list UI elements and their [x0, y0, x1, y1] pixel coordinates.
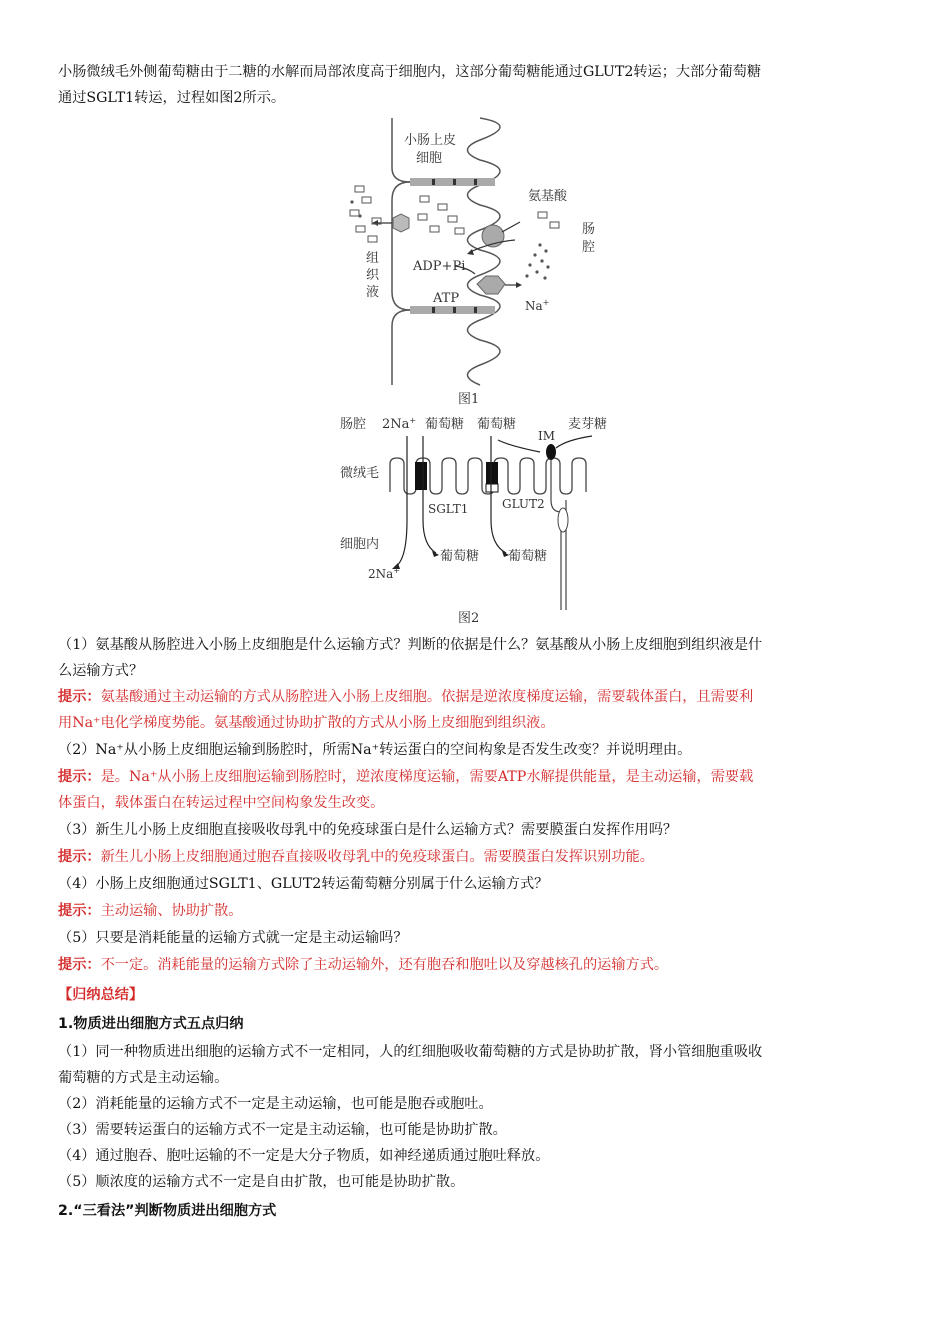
summary-item: （1）同一种物质进出细胞的运输方式不一定相同，人的红细胞吸收葡萄糖的方式是协助扩散，肾小管细胞重吸收: [58, 1044, 763, 1060]
section-2-heading: 2.“三看法”判断物质进出细胞方式: [58, 1203, 277, 1219]
summary-heading: 【归纳总结】: [58, 987, 144, 1003]
question-2: （2）Na⁺从小肠上皮细胞运输到肠腔时，所需Na⁺转运蛋白的空间构象是否发生改变？并说明理由。: [58, 742, 692, 758]
answer-2: 提示：是。Na⁺从小肠上皮细胞运输到肠腔时，逆浓度梯度运输，需要ATP水解提供能量，是主动运输，需要载: [58, 769, 754, 785]
answer-2-cont: 体蛋白，载体蛋白在转运过程中空间构象发生改变。: [58, 795, 385, 811]
intro-line-2: 通过SGLT1转运，过程如图2所示。: [58, 90, 286, 106]
summary-item: （2）消耗能量的运输方式不一定是主动运输，也可能是胞吞或胞吐。: [58, 1096, 493, 1112]
summary-item: （3）需要转运蛋白的运输方式不一定是主动运输，也可能是协助扩散。: [58, 1122, 507, 1138]
glucose-label-3: 葡萄糖: [440, 549, 480, 564]
glucose-label-2: 葡萄糖: [477, 417, 517, 432]
glut2-label: GLUT2: [502, 497, 545, 511]
tissue-label-1: 组: [366, 251, 380, 266]
lumen-label-1: 肠: [582, 222, 596, 237]
glucose-label-4: 葡萄糖: [508, 549, 548, 564]
answer-5: 提示：不一定。消耗能量的运输方式除了主动运输外，还有胞吞和胞吐以及穿越核孔的运输方式。: [58, 957, 669, 973]
na2-inside-label: 2Na+: [368, 566, 400, 581]
maltose-label: 麦芽糖: [568, 417, 608, 432]
glucose-label-1: 葡萄糖: [425, 417, 465, 432]
question-1: （1）氨基酸从肠腔进入小肠上皮细胞是什么运输方式？判断的依据是什么？氨基酸从小肠上皮细胞到组织液是什: [58, 637, 763, 653]
answer-4: 提示：主动运输、协助扩散。: [58, 903, 243, 919]
glut2-transporter: [486, 462, 498, 484]
section-1-heading: 1.物质进出细胞方式五点归纳: [58, 1016, 244, 1032]
enzyme-stalk: [551, 460, 566, 610]
figure-2-caption: 图2: [458, 611, 480, 626]
tissue-label-2: 织: [366, 268, 380, 283]
im-enzyme: [546, 444, 556, 460]
question-5: （5）只要是消耗能量的运输方式就一定是主动运输吗？: [58, 930, 408, 946]
microvilli-label: 微绒毛: [340, 466, 380, 481]
answer-1-cont: 用Na⁺电化学梯度势能。氨基酸通过协助扩散的方式从小肠上皮细胞到组织液。: [58, 715, 555, 731]
sglt1-transporter: [415, 462, 427, 490]
na2-label: 2Na+: [382, 416, 417, 432]
tissue-label-3: 液: [366, 285, 380, 300]
summary-item: 葡萄糖的方式是主动运输。: [58, 1070, 229, 1086]
glut2-lower: [486, 484, 498, 492]
cell-label-1: 小肠上皮: [404, 133, 457, 148]
amino-acid-label: 氨基酸: [528, 189, 568, 204]
im-label: IM: [538, 429, 556, 443]
answer-3: 提示：新生儿小肠上皮细胞通过胞吞直接吸收母乳中的免疫球蛋白。需要膜蛋白发挥识别功能。: [58, 849, 654, 865]
summary-item: （4）通过胞吞、胞吐运输的不一定是大分子物质，如神经递质通过胞吐释放。: [58, 1148, 550, 1164]
question-4: （4）小肠上皮细胞通过SGLT1、GLUT2转运葡萄糖分别属于什么运输方式？: [58, 876, 549, 892]
sodium-label: Na+: [525, 298, 550, 313]
question-3: （3）新生儿小肠上皮细胞直接吸收母乳中的免疫球蛋白是什么运输方式？需要膜蛋白发挥作用吗？: [58, 822, 678, 838]
adp-label: ADP+Pi: [413, 259, 466, 274]
figure-1-caption: 图1: [458, 392, 480, 407]
figure-2-diagram: [0, 0, 950, 640]
lumen-label-2: 腔: [582, 240, 596, 255]
lumen-label: 肠腔: [340, 417, 367, 432]
sglt1-label: SGLT1: [428, 502, 469, 516]
summary-item: （5）顺浓度的运输方式不一定是自由扩散，也可能是协助扩散。: [58, 1174, 465, 1190]
inside-label: 细胞内: [340, 537, 380, 552]
fig2-arrows: [395, 436, 592, 567]
question-1-cont: 么运输方式？: [58, 663, 144, 679]
cell-label-2: 细胞: [416, 151, 443, 166]
atp-label: ATP: [433, 291, 460, 306]
answer-1: 提示：氨基酸通过主动运输的方式从肠腔进入小肠上皮细胞。依据是逆浓度梯度运输，需要载体蛋白，且需要利: [58, 689, 754, 705]
intro-line-1: 小肠微绒毛外侧葡萄糖由于二糖的水解而局部浓度高于细胞内，这部分葡萄糖能通过GLUT2转运；大部分葡萄糖: [58, 64, 762, 80]
stalk-bulge: [558, 508, 568, 532]
